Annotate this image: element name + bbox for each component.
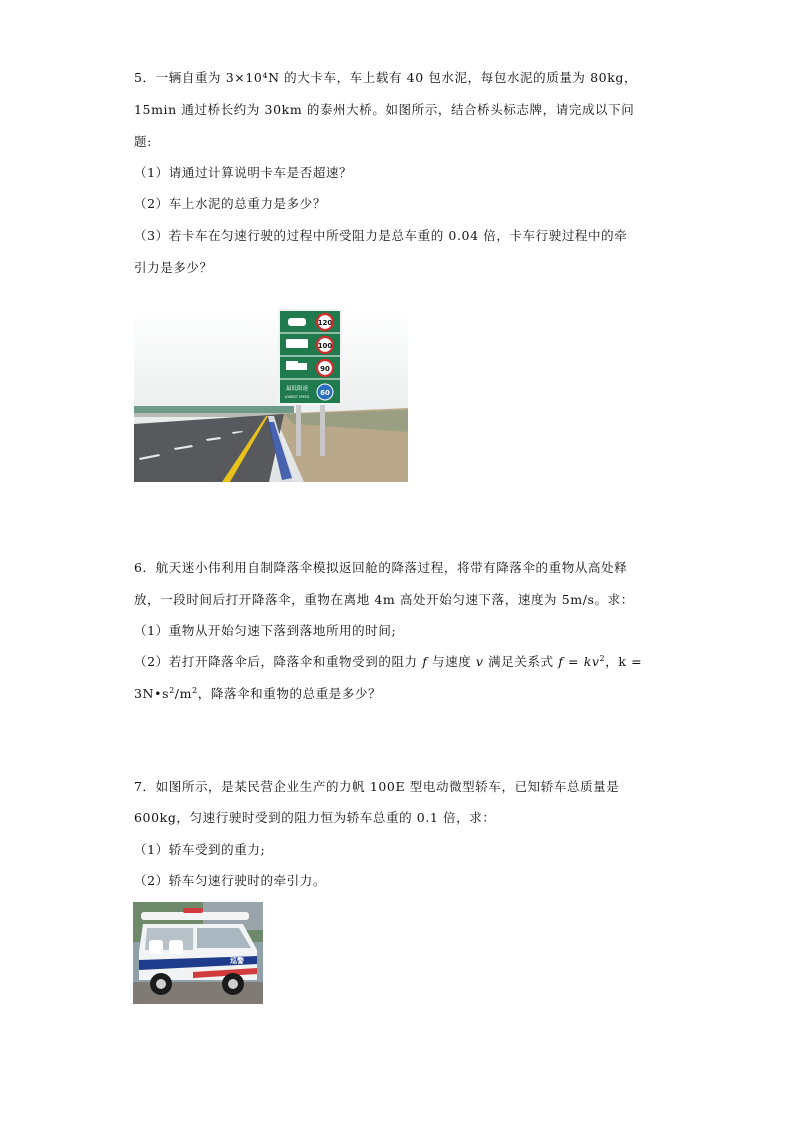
speed-limit-100: 100 <box>317 342 333 350</box>
q7-subquestion-1: （1）轿车受到的重力; <box>134 842 266 857</box>
speed-limit-90: 90 <box>320 365 330 373</box>
q7-text-line-1: 7．如图所示，是某民营企业生产的力帆 100E 型电动微型轿车，已知轿车总质量是 <box>134 779 620 794</box>
electric-car-photo <box>133 902 263 1004</box>
lowest-speed-label-en: LOWEST SPEED <box>284 395 310 399</box>
car-side-text: 巡警 <box>230 957 244 965</box>
q6-subquestion-2a: （2）若打开降落伞后，降落伞和重物受到的阻力 f 与速度 v 满足关系式 $f = kv^2$，k = <box>134 654 643 669</box>
lowest-speed-label: 最低限速 <box>285 386 309 392</box>
q6-subquestion-2b: $3N•s^2/m^2$，降落伞和重物的总重是多少？ <box>134 686 382 701</box>
speed-limit-120: 120 <box>317 319 333 327</box>
road-speed-sign-photo <box>134 308 408 482</box>
q5-text-line-3: 题: <box>134 134 152 149</box>
q6-text-line-2: 放，一段时间后打开降落伞，重物在离地 4m 高处开始匀速下落，速度为 5m/s。求： <box>134 592 634 607</box>
q7-text-line-2: 600kg，匀速行驶时受到的阻力恒为轿车总重的 0.1 倍，求： <box>134 810 496 825</box>
speed-limit-60: 60 <box>320 389 330 397</box>
q5-text-line-2: 15min 通过桥长约为 30km 的泰州大桥。如图所示，结合桥头标志牌，请完成以下问 <box>134 102 635 117</box>
q6-text-line-1: 6．航天迷小伟利用自制降落伞模拟返回舱的降落过程，将带有降落伞的重物从高处释 <box>134 560 628 575</box>
q5-subquestion-3a: （3）若卡车在匀速行驶的过程中所受阻力是总车重的 0.04 倍，卡车行驶过程中的牵 <box>134 228 628 243</box>
q5-subquestion-2: （2）车上水泥的总重力是多少？ <box>134 196 326 211</box>
q7-subquestion-2: （2）轿车匀速行驶时的牵引力。 <box>134 873 326 888</box>
q5-subquestion-3b: 引力是多少？ <box>134 260 213 275</box>
q5-text-line-1: 5．一辆自重为 3×10⁴N 的大卡车，车上载有 40 包水泥，每包水泥的质量为 80kg， <box>134 70 638 85</box>
q5-subquestion-1: （1）请通过计算说明卡车是否超速？ <box>134 165 353 180</box>
q6-subquestion-1: （1）重物从开始匀速下落到落地所用的时间; <box>134 623 397 638</box>
